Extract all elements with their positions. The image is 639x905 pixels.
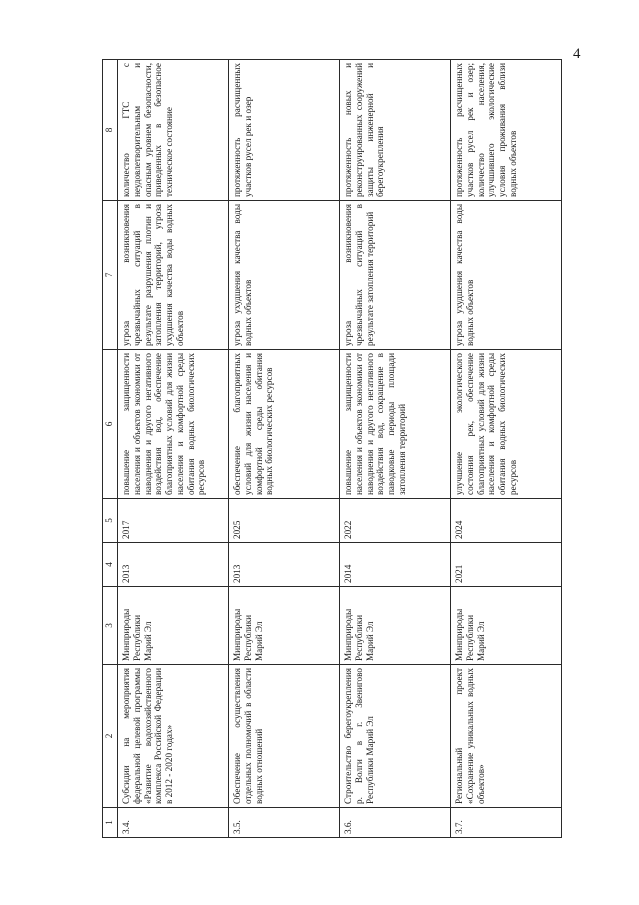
end-year: 2024 xyxy=(451,499,562,543)
table-row xyxy=(118,60,229,838)
executor: Минприроды Республики Марий Эл xyxy=(229,587,340,665)
header-cell: 8 xyxy=(103,60,118,201)
expected-result: улучшение экологического состояния рек, обеспечение благоприятных условий для жизни населения и комфортной среды обитания водных биологических ресурсов xyxy=(451,350,562,499)
measures-table xyxy=(102,59,562,838)
header-cell: 1 xyxy=(103,808,118,838)
measure-name: Региональный проект «Сохранение уникальных водных объектов» xyxy=(451,665,562,808)
table-row xyxy=(229,60,340,838)
end-year: 2017 xyxy=(118,499,229,543)
measure-name: Субсидии на мероприятия федеральной целевой программы «Развитие водохозяйственного комплекса Российской Федерации в 2012 - 2020 годах» xyxy=(118,665,229,808)
header-cell: 2 xyxy=(103,665,118,808)
indicators: протяженность новых и реконструированных сооружений защиты инженерной и берегоукрепления xyxy=(340,60,451,201)
indicators: количество ГТС с неудовлетворительным и опасным уровнем безопасности, приведенных в безопасное техническое состояние xyxy=(118,60,229,201)
start-year: 2014 xyxy=(340,543,451,587)
rotated-table-frame xyxy=(102,60,586,838)
measure-name: Строительство берегоукрепления р. Волги в г. Звенигово Республики Марий Эл xyxy=(340,665,451,808)
row-number: 3.5. xyxy=(229,808,340,838)
end-year: 2025 xyxy=(229,499,340,543)
rotated-table-wrapper xyxy=(102,60,586,838)
expected-result: обеспечение благоприятных условий для жизни населения и комфортной среды обитания водных биологических ресурсов xyxy=(229,350,340,499)
start-year: 2021 xyxy=(451,543,562,587)
risks: угроза ухудшения качества воды водных объектов xyxy=(229,201,340,350)
risks: угроза возникновения чрезвычайных ситуаций в результате разрушения плотин и затопления территорий, угроза ухудшения качества воды водных объектов xyxy=(118,201,229,350)
header-row xyxy=(103,60,118,838)
page-number: 4 xyxy=(573,46,581,62)
row-number: 3.6. xyxy=(340,808,451,838)
executor: Минприроды Республики Марий Эл xyxy=(118,587,229,665)
start-year: 2013 xyxy=(118,543,229,587)
risks: угроза ухудшения качества воды водных объектов xyxy=(451,201,562,350)
end-year: 2022 xyxy=(340,499,451,543)
table-row xyxy=(340,60,451,838)
header-cell: 3 xyxy=(103,587,118,665)
row-number: 3.4. xyxy=(118,808,229,838)
row-number: 3.7. xyxy=(451,808,562,838)
expected-result: повышение защищенности населения и объектов экономики от наводнения и другого негативного воздействия вод, сокращение в паводковые периоды площади затопления территорий xyxy=(340,350,451,499)
executor: Минприроды Республики Марий Эл xyxy=(340,587,451,665)
risks: угроза возникновения чрезвычайных ситуаций в результате затопления территорий xyxy=(340,201,451,350)
executor: Минприроды Республики Марий Эл xyxy=(451,587,562,665)
measure-name: Обеспечение осуществления отдельных полномочий в области водных отношений xyxy=(229,665,340,808)
header-cell: 6 xyxy=(103,350,118,499)
start-year: 2013 xyxy=(229,543,340,587)
header-cell: 4 xyxy=(103,543,118,587)
table-row xyxy=(451,60,562,838)
indicators: протяженность расчищенных участков русел рек и озер xyxy=(229,60,340,201)
header-cell: 7 xyxy=(103,201,118,350)
header-cell: 5 xyxy=(103,499,118,543)
expected-result: повышение защищенности населения и объектов экономики от наводнения и другого негативного воздействия вод, обеспечение благоприятных условий для жизни населения и комфортной среды обитания водных биологических ресурсов xyxy=(118,350,229,499)
indicators: протяженность расчищенных участков русел рек и озер; количество населения, улучшившего экологические условия проживания вблизи водных объектов xyxy=(451,60,562,201)
